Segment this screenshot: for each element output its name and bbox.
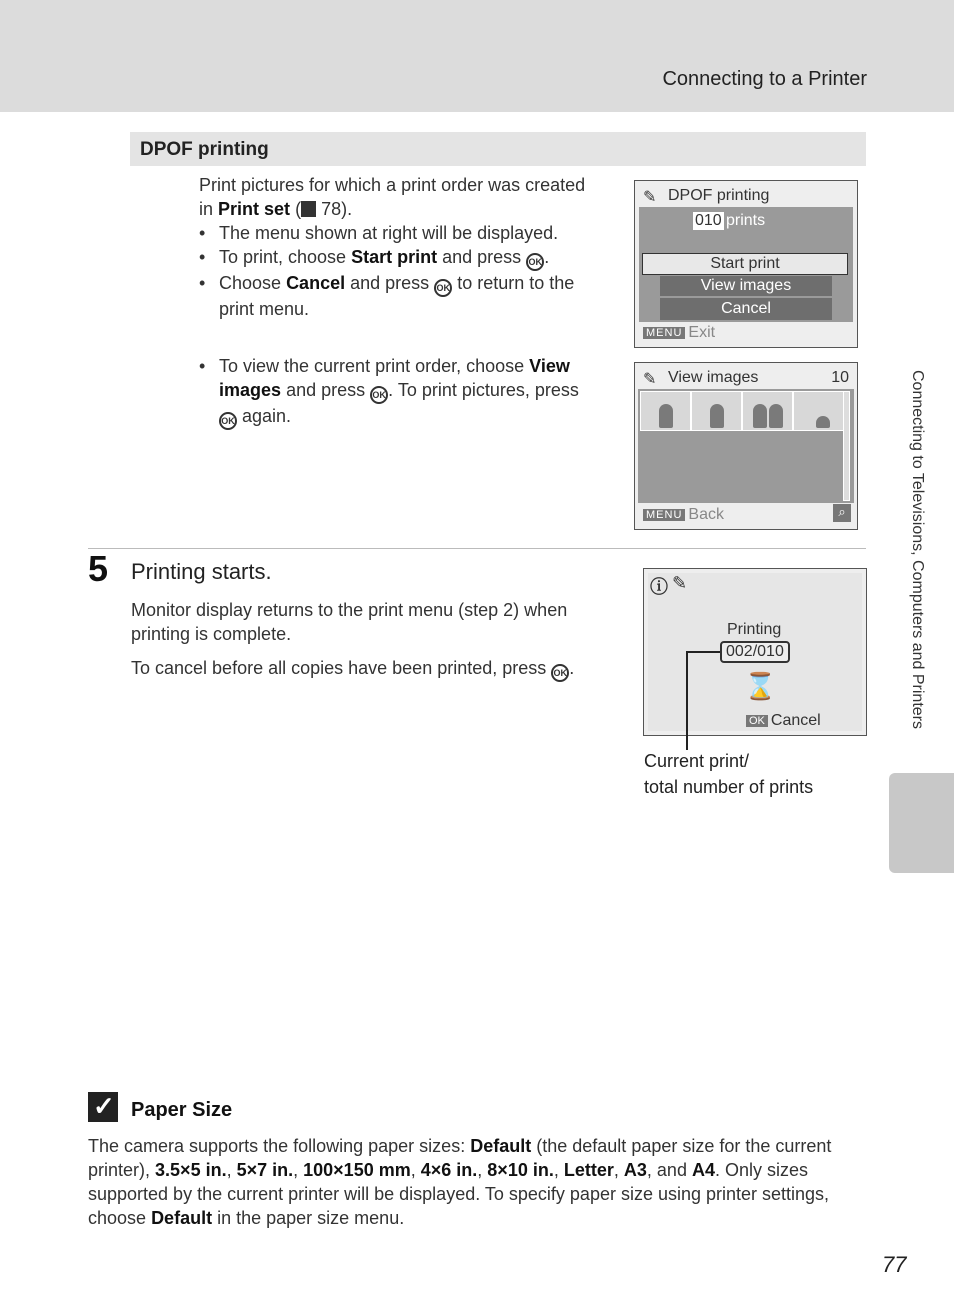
- print-set-term: Print set: [218, 199, 291, 219]
- dpof-heading-bar: [130, 132, 866, 166]
- bullet-4: • To view the current print order, choose View images and press OK . To print pictures, press OK again.: [199, 354, 609, 430]
- page-number: 77: [882, 1252, 907, 1277]
- view-images-screen: [634, 362, 858, 530]
- step-title: Printing starts.: [131, 559, 272, 584]
- bullet-2: • To print, choose Start print and press OK .: [199, 245, 609, 271]
- cancel-label: Cancel: [770, 712, 821, 729]
- ok-button-icon: OK: [219, 412, 237, 430]
- menu-item-view-images[interactable]: View images: [660, 276, 832, 296]
- dpof-intro: Print pictures for which a print order was created in Print set ( 78).: [199, 175, 586, 219]
- menu-badge: MENU: [643, 327, 685, 339]
- printing-screen: [643, 568, 867, 736]
- page-header-title: Connecting to a Printer: [662, 68, 867, 90]
- printer-icon: ✎: [643, 189, 657, 206]
- page-ref-icon: [301, 201, 316, 217]
- step-number: 5: [88, 548, 109, 589]
- menu-exit[interactable]: [643, 324, 715, 342]
- print-count-label: prints: [726, 212, 766, 229]
- menu-item-cancel[interactable]: Cancel: [660, 298, 832, 320]
- screen-title: View images: [668, 369, 759, 386]
- ok-button-icon: OK: [526, 253, 544, 271]
- warning-icon: ⓘ: [650, 577, 668, 597]
- dpof-body: [199, 173, 609, 321]
- side-tab-label: Connecting to Televisions, Computers and Printers: [909, 370, 926, 729]
- zoom-icon: ⌕: [833, 504, 851, 522]
- dpof-menu-screen: [634, 180, 858, 348]
- step5-para-2: To cancel before all copies have been printed, press OK .: [131, 656, 611, 682]
- ok-badge: OK: [746, 715, 768, 727]
- step5-para-1: Monitor display returns to the print menu (step 2) when printing is complete.: [131, 600, 568, 644]
- scrollbar[interactable]: [843, 391, 850, 501]
- printer-icon: ✎: [643, 371, 657, 388]
- intro-text-2: in: [199, 199, 214, 219]
- print-progress: 002/010: [720, 641, 790, 663]
- bullet-3: • Choose Cancel and press OK to return to the print menu.: [199, 271, 609, 321]
- side-tab: [889, 773, 954, 873]
- page-ref: 78).: [321, 199, 353, 219]
- callout-caption: Current print/ total number of prints: [644, 751, 814, 797]
- image-count: 10: [831, 369, 849, 386]
- intro-text: Print pictures for which a print order was created: [199, 175, 586, 195]
- thumbnail[interactable]: [691, 391, 742, 431]
- checkmark-icon: [88, 1092, 118, 1122]
- view-images-body: [199, 354, 609, 430]
- screen-title: DPOF printing: [668, 187, 770, 204]
- back-label: Back: [688, 506, 724, 523]
- exit-label: Exit: [688, 324, 716, 341]
- printing-label: Printing: [727, 621, 782, 638]
- back-control[interactable]: [643, 506, 724, 524]
- ok-button-icon: OK: [434, 279, 452, 297]
- dpof-heading: DPOF printing: [140, 139, 269, 160]
- thumbnail[interactable]: [640, 391, 691, 431]
- thumbnail[interactable]: [742, 391, 793, 431]
- ok-button-icon: OK: [370, 386, 388, 404]
- thumbnail[interactable]: [793, 391, 844, 431]
- printer-icon: ✎: [672, 573, 688, 593]
- callout-line-horizontal: [686, 651, 720, 653]
- header-band: [0, 0, 954, 112]
- print-count: 010: [695, 212, 722, 229]
- cancel-control[interactable]: [746, 712, 821, 730]
- paper-size-title: Paper Size: [131, 1099, 233, 1121]
- bullet-1: • The menu shown at right will be displayed.: [199, 221, 609, 245]
- paper-size-text: The camera supports the following paper sizes: Default (the default paper size for the current printer), 3.5×5 in., 5×7 in., 100×150 mm, 4×6 in., 8×10 in., Letter, A3, and A4. Only sizes supported by the current printer will be displayed. To specify paper size using printer settings, choose Default in the paper size menu.: [88, 1136, 832, 1228]
- menu-badge: MENU: [643, 509, 685, 521]
- hourglass-icon: ⌛: [744, 671, 777, 701]
- callout-line-vertical: [686, 651, 688, 750]
- ok-button-icon: OK: [551, 664, 569, 682]
- step-divider: [88, 548, 866, 549]
- menu-item-start-print[interactable]: Start print: [642, 253, 848, 275]
